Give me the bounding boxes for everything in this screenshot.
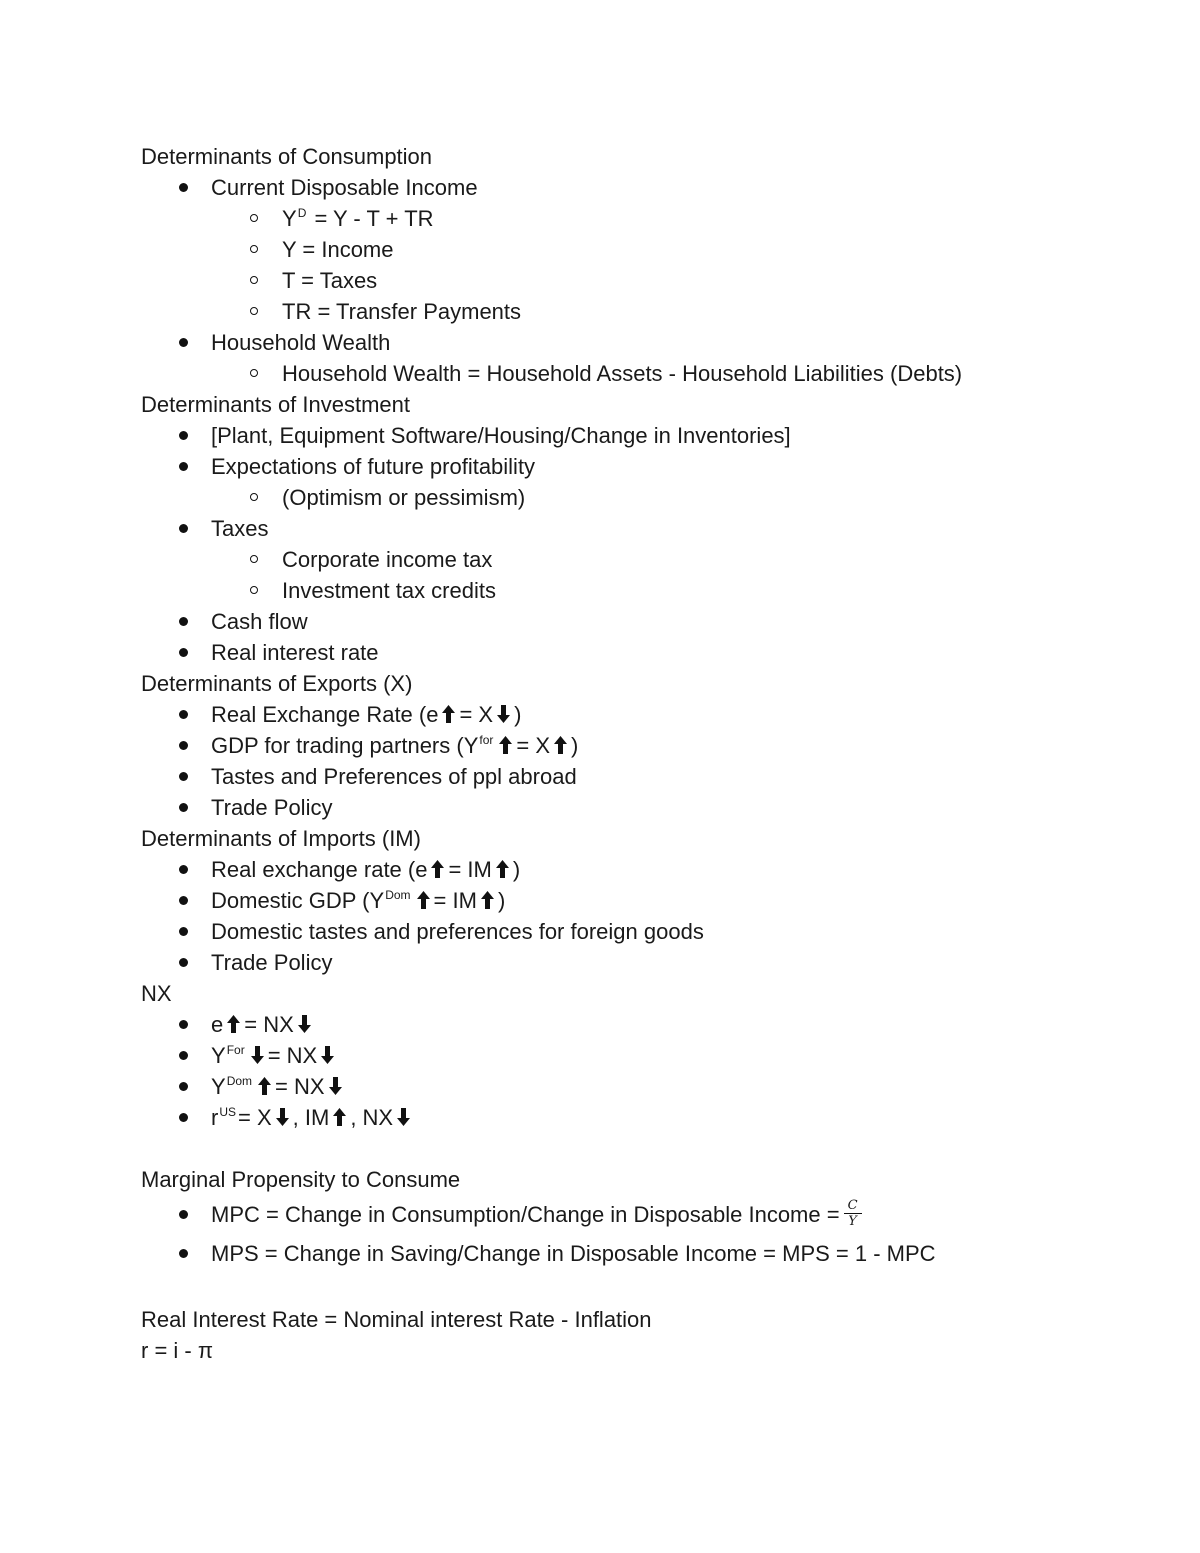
bullet-icon bbox=[179, 1051, 188, 1060]
hollow-bullet-icon bbox=[250, 307, 258, 315]
bullet-icon bbox=[179, 1210, 188, 1219]
bullet-icon bbox=[179, 431, 188, 440]
mpc-heading bbox=[141, 1164, 1121, 1195]
investment-subitem: Corporate income tax bbox=[282, 547, 493, 572]
bullet-icon bbox=[179, 617, 188, 626]
item-text: Y bbox=[211, 1074, 226, 1099]
fraction-denominator: Y bbox=[848, 1213, 857, 1229]
bullet-icon bbox=[179, 958, 188, 967]
t-definition: T = Taxes bbox=[282, 268, 378, 293]
list-item bbox=[141, 730, 1121, 761]
item-text: = IM bbox=[433, 888, 477, 913]
bullet-icon bbox=[179, 741, 188, 750]
bullet-icon bbox=[179, 1020, 188, 1029]
list-item bbox=[141, 792, 1121, 823]
list-subitem bbox=[141, 203, 1121, 234]
list-item bbox=[141, 1040, 1121, 1071]
investment-item: Expectations of future profitability bbox=[211, 454, 536, 479]
item-text: = NX bbox=[275, 1074, 325, 1099]
list-subitem bbox=[141, 544, 1121, 575]
wealth-definition: Household Wealth = Household Assets - Household Liabilities (Debts) bbox=[282, 361, 963, 386]
list-item bbox=[141, 761, 1121, 792]
bullet-icon bbox=[179, 524, 188, 533]
list-item bbox=[141, 420, 1121, 451]
item-text: Real exchange rate (e bbox=[211, 857, 428, 882]
bullet-icon bbox=[179, 338, 188, 347]
item-text: = X bbox=[238, 1105, 272, 1130]
real-rate-formula-line bbox=[141, 1335, 1121, 1366]
down-arrow-icon bbox=[297, 1014, 312, 1034]
nx-heading bbox=[141, 978, 1121, 1009]
wealth-label: Household Wealth bbox=[211, 330, 391, 355]
item-text: Real Exchange Rate (e bbox=[211, 702, 439, 727]
item-text: Trade Policy bbox=[211, 795, 333, 820]
bullet-icon bbox=[179, 1113, 188, 1122]
list-subitem bbox=[141, 575, 1121, 606]
hollow-bullet-icon bbox=[250, 214, 258, 222]
item-text: , IM bbox=[292, 1105, 330, 1130]
yd-superscript: D bbox=[297, 206, 307, 220]
item-text: = NX bbox=[244, 1012, 294, 1037]
imports-heading bbox=[141, 823, 1121, 854]
investment-item: Cash flow bbox=[211, 609, 308, 634]
item-text: GDP for trading partners (Y bbox=[211, 733, 479, 758]
yd-symbol: Y bbox=[282, 206, 297, 231]
bullet-icon bbox=[179, 927, 188, 936]
up-arrow-icon bbox=[498, 735, 513, 755]
up-arrow-icon bbox=[416, 890, 431, 910]
exports-heading bbox=[141, 668, 1121, 699]
income-label: Current Disposable Income bbox=[211, 175, 478, 200]
bullet-icon bbox=[179, 896, 188, 905]
investment-item: Taxes bbox=[211, 516, 269, 541]
real-rate-text: Real Interest Rate = Nominal interest Rate - Inflation bbox=[141, 1307, 652, 1332]
real-rate-line bbox=[141, 1304, 1121, 1335]
fraction bbox=[844, 1199, 862, 1228]
item-text: Domestic tastes and preferences for foreign goods bbox=[211, 919, 704, 944]
up-arrow-icon bbox=[553, 735, 568, 755]
consumption-heading bbox=[141, 141, 1121, 172]
y-definition: Y = Income bbox=[282, 237, 394, 262]
list-item bbox=[141, 1234, 1121, 1273]
list-subitem bbox=[141, 234, 1121, 265]
consumption-heading-text: Determinants of Consumption bbox=[141, 144, 433, 169]
mpc-heading-text: Marginal Propensity to Consume bbox=[141, 1167, 461, 1192]
list-subitem bbox=[141, 265, 1121, 296]
up-arrow-icon bbox=[257, 1076, 272, 1096]
bullet-icon bbox=[179, 865, 188, 874]
investment-subitem: (Optimism or pessimism) bbox=[282, 485, 526, 510]
item-text: ) bbox=[514, 702, 522, 727]
list-subitem bbox=[141, 482, 1121, 513]
superscript: For bbox=[226, 1043, 245, 1057]
up-arrow-icon bbox=[495, 859, 510, 879]
investment-item: Real interest rate bbox=[211, 640, 379, 665]
down-arrow-icon bbox=[320, 1045, 335, 1065]
item-text: ) bbox=[497, 888, 506, 913]
list-item bbox=[141, 699, 1121, 730]
investment-item: [Plant, Equipment Software/Housing/Change in Inventories] bbox=[211, 423, 791, 448]
list-item bbox=[141, 513, 1121, 544]
up-arrow-icon bbox=[430, 859, 445, 879]
list-item bbox=[141, 606, 1121, 637]
list-subitem bbox=[141, 296, 1121, 327]
bullet-icon bbox=[179, 1082, 188, 1091]
bullet-icon bbox=[179, 710, 188, 719]
bullet-icon bbox=[179, 183, 188, 192]
item-text: = IM bbox=[448, 857, 492, 882]
list-item bbox=[141, 947, 1121, 978]
item-text: r bbox=[211, 1105, 219, 1130]
mpc-formula: MPC = Change in Consumption/Change in Disposable Income = bbox=[211, 1202, 840, 1227]
up-arrow-icon bbox=[226, 1014, 241, 1034]
hollow-bullet-icon bbox=[250, 493, 258, 501]
list-item bbox=[141, 1102, 1121, 1133]
investment-heading bbox=[141, 389, 1121, 420]
list-subitem bbox=[141, 358, 1121, 389]
tr-definition: TR = Transfer Payments bbox=[282, 299, 522, 324]
item-text: Trade Policy bbox=[211, 950, 333, 975]
exports-heading-text: Determinants of Exports (X) bbox=[141, 671, 413, 696]
list-item bbox=[141, 1009, 1121, 1040]
list-item bbox=[141, 1071, 1121, 1102]
down-arrow-icon bbox=[396, 1107, 411, 1127]
nx-heading-text: NX bbox=[141, 981, 172, 1006]
down-arrow-icon bbox=[496, 704, 511, 724]
investment-subitem: Investment tax credits bbox=[282, 578, 496, 603]
spacer bbox=[141, 1273, 1121, 1304]
fraction-numerator: C bbox=[844, 1199, 862, 1214]
hollow-bullet-icon bbox=[250, 555, 258, 563]
investment-heading-text: Determinants of Investment bbox=[141, 392, 411, 417]
down-arrow-icon bbox=[250, 1045, 265, 1065]
bullet-icon bbox=[179, 1249, 188, 1258]
down-arrow-icon bbox=[328, 1076, 343, 1096]
list-item bbox=[141, 172, 1121, 203]
superscript: US bbox=[219, 1105, 236, 1119]
down-arrow-icon bbox=[275, 1107, 290, 1127]
superscript: for bbox=[479, 733, 494, 747]
item-text: Tastes and Preferences of ppl abroad bbox=[211, 764, 577, 789]
hollow-bullet-icon bbox=[250, 369, 258, 377]
bullet-icon bbox=[179, 648, 188, 657]
item-text: ) bbox=[571, 733, 579, 758]
spacer bbox=[141, 1133, 1121, 1164]
item-text: , NX bbox=[350, 1105, 394, 1130]
list-item bbox=[141, 327, 1121, 358]
yd-formula: = Y - T + TR bbox=[314, 206, 434, 231]
hollow-bullet-icon bbox=[250, 245, 258, 253]
superscript: Dom bbox=[226, 1074, 253, 1088]
item-text: e bbox=[211, 1012, 224, 1037]
up-arrow-icon bbox=[441, 704, 456, 724]
real-rate-formula: r = i - π bbox=[141, 1338, 214, 1363]
bullet-icon bbox=[179, 462, 188, 471]
list-item bbox=[141, 637, 1121, 668]
bullet-icon bbox=[179, 803, 188, 812]
item-text: = X bbox=[516, 733, 551, 758]
list-item bbox=[141, 451, 1121, 482]
up-arrow-icon bbox=[480, 890, 495, 910]
item-text: ) bbox=[512, 857, 521, 882]
item-text: = X bbox=[459, 702, 494, 727]
imports-heading-text: Determinants of Imports (IM) bbox=[141, 826, 421, 851]
bullet-icon bbox=[179, 772, 188, 781]
item-text: = NX bbox=[267, 1043, 318, 1068]
up-arrow-icon bbox=[332, 1107, 347, 1127]
list-item bbox=[141, 885, 1121, 916]
superscript: Dom bbox=[385, 888, 411, 902]
list-item bbox=[141, 916, 1121, 947]
notes-body bbox=[141, 141, 1121, 1366]
hollow-bullet-icon bbox=[250, 586, 258, 594]
hollow-bullet-icon bbox=[250, 276, 258, 284]
list-item bbox=[141, 1195, 1121, 1234]
list-item bbox=[141, 854, 1121, 885]
mps-formula: MPS = Change in Saving/Change in Disposable Income = MPS = 1 - MPC bbox=[211, 1241, 936, 1266]
item-text: Y bbox=[211, 1043, 226, 1068]
item-text: Domestic GDP (Y bbox=[211, 888, 385, 913]
